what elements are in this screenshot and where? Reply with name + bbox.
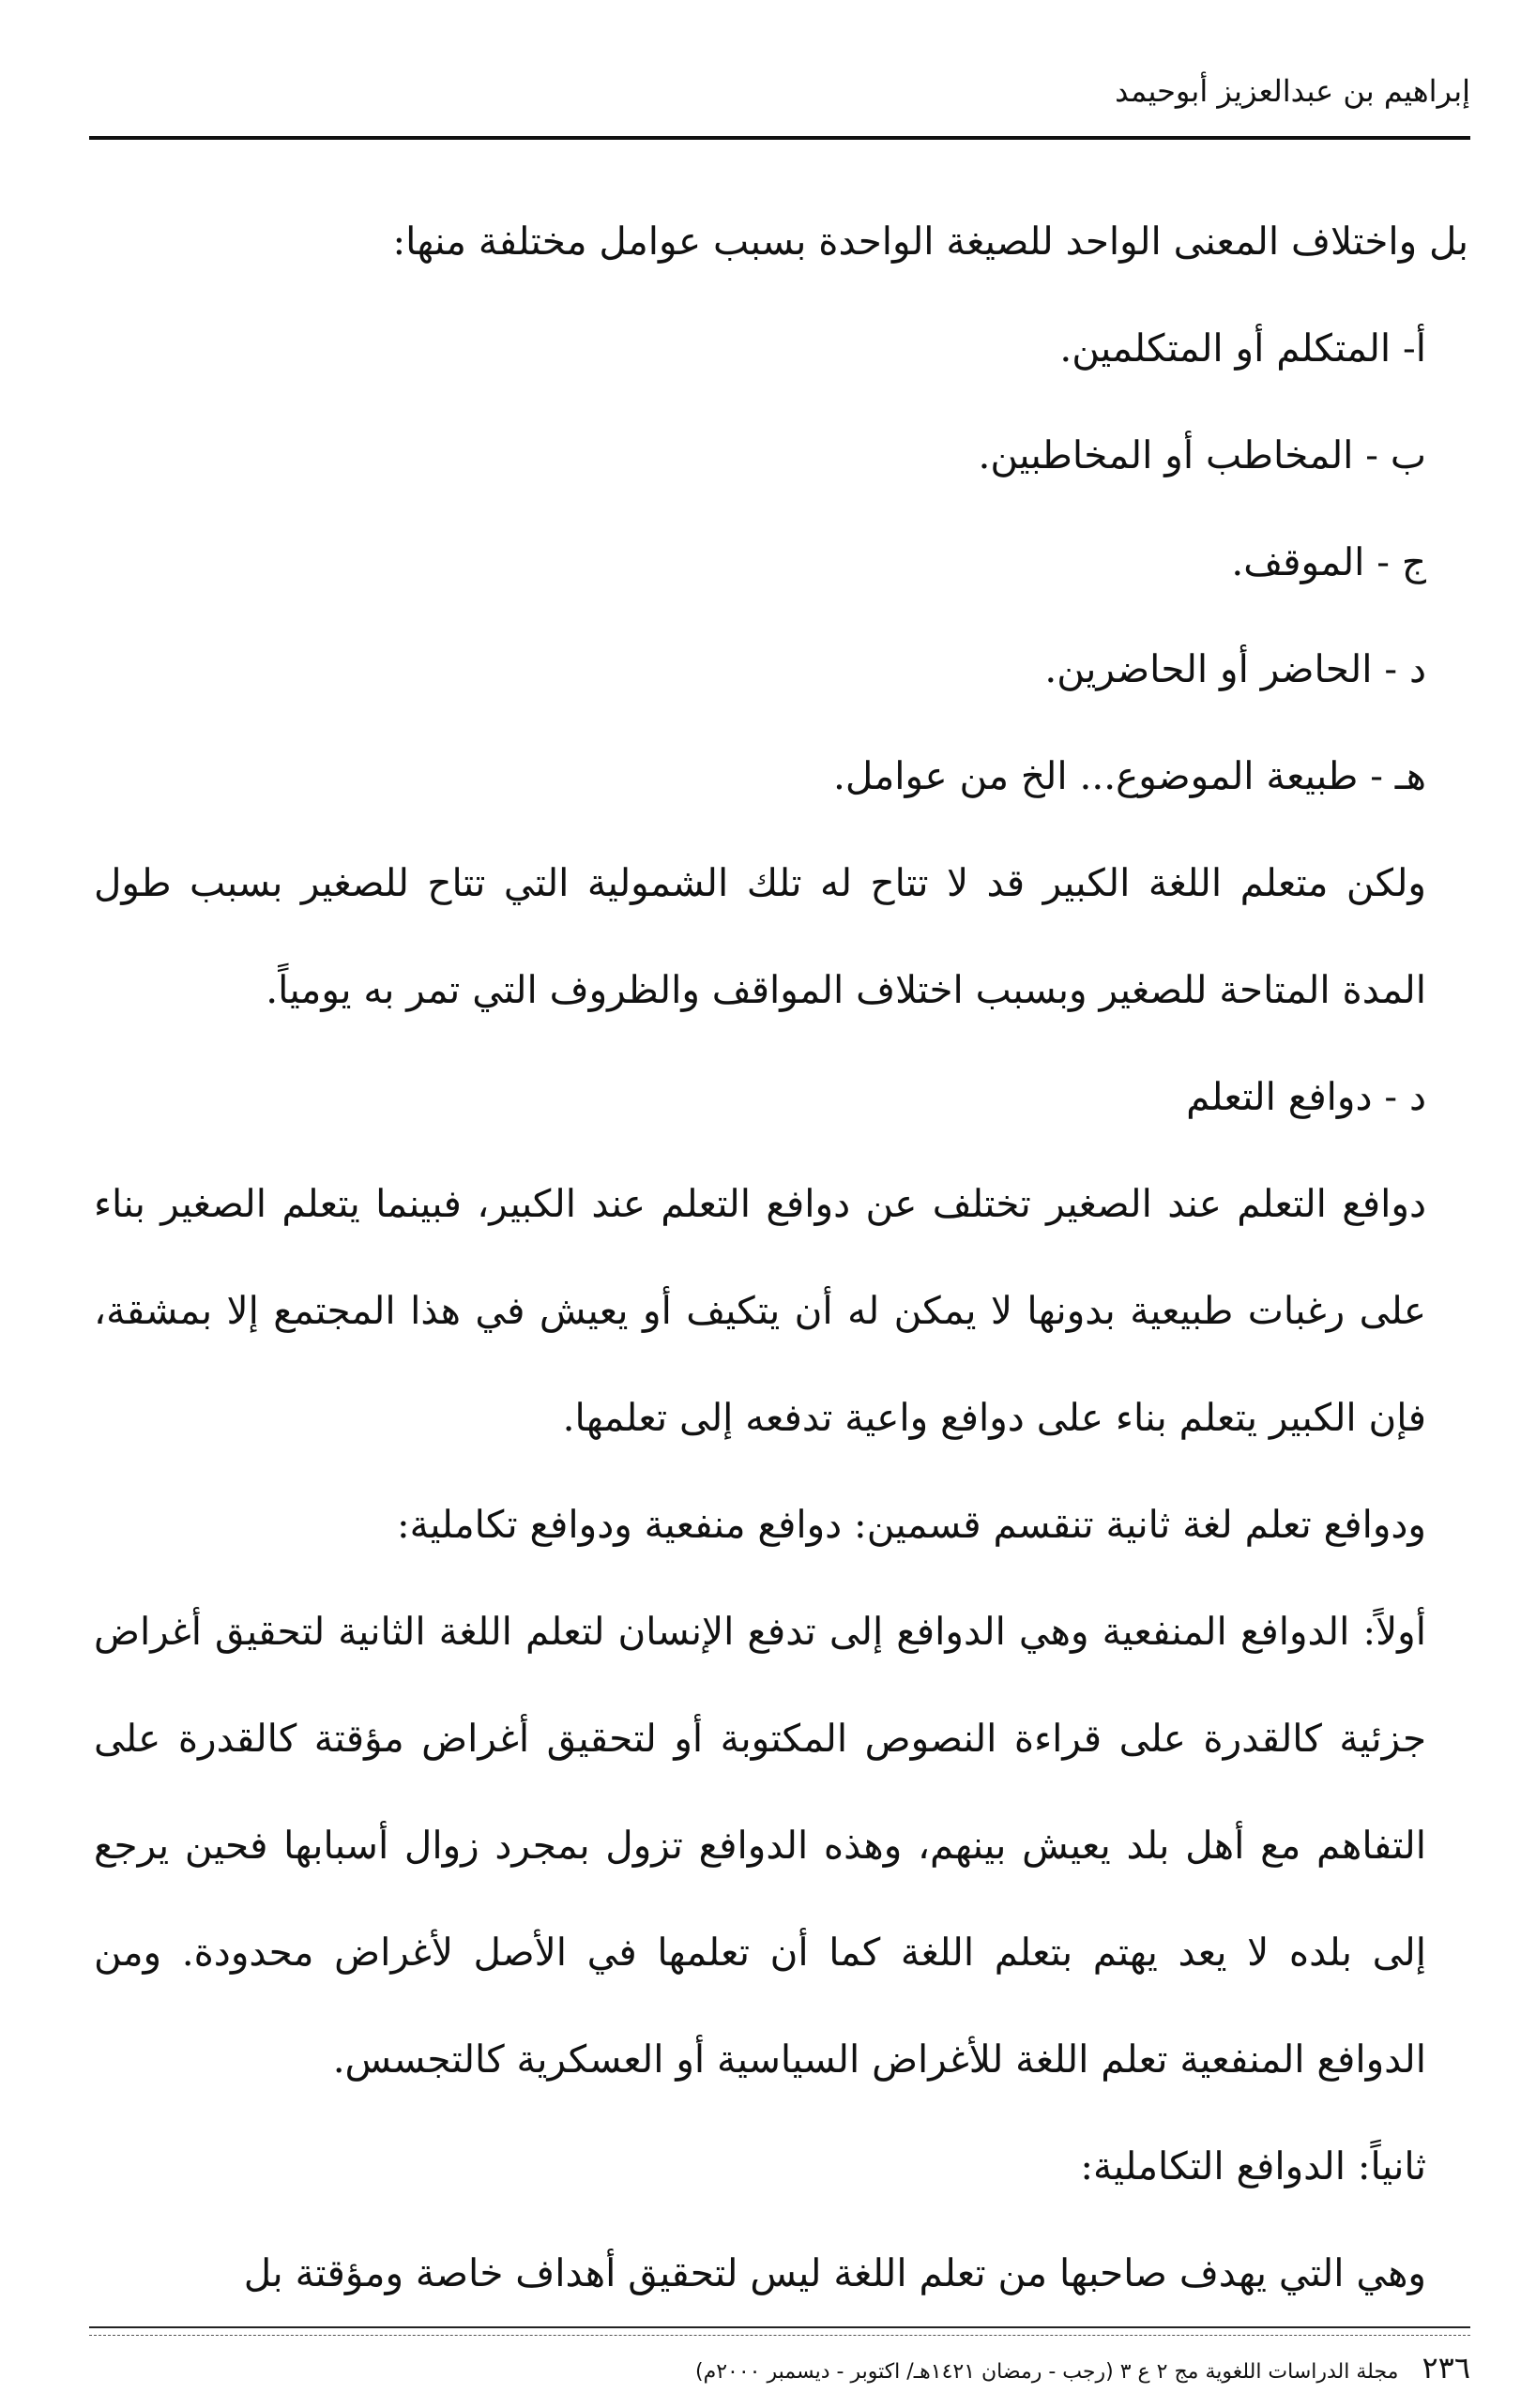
list-item: هـ - طبيعة الموضوع... الخ من عوامل. [833, 753, 1426, 798]
list-item: د - الحاضر أو الحاضرين. [1044, 646, 1426, 691]
paragraph-5: ثانياً: الدوافع التكاملية: [1080, 2143, 1426, 2188]
running-header-author: إبراهيم بن عبدالعزيز أبوحيمد [1115, 73, 1470, 109]
footer-rule [89, 2326, 1470, 2328]
paragraph-1: ولكن متعلم اللغة الكبير قد لا تتاح له تلك الشمولية التي تتاح للصغير بسبب طول المدة المتاحة للصغير وبسبب اختلاف المواقف والظروف التي تمر به يومياً. [94, 860, 1426, 1012]
header-rule [89, 136, 1470, 140]
footer-rule-dashed [89, 2335, 1470, 2336]
paragraph-2: دوافع التعلم عند الصغير تختلف عن دوافع التعلم عند الكبير، فبينما يتعلم الصغير بناء على رغبات طبيعية بدونها لا يمكن له أن يتكيف أو يعيش في هذا المجتمع إلا بمشقة، فإن الكبير يتعلم بناء على دوافع واعية تدفعه إلى تعلمها. [94, 1181, 1426, 1440]
list-item: ج - الموقف. [1231, 539, 1426, 584]
page-footer [695, 2350, 1470, 2385]
list-item: ب - المخاطب أو المخاطبين. [978, 432, 1426, 477]
page-number: ٢٣٦ [1422, 2350, 1470, 2385]
article-body [94, 188, 1468, 2326]
list-item: أ- المتكلم أو المتكلمين. [1059, 326, 1426, 371]
paragraph-4: أولاً: الدوافع المنفعية وهي الدوافع إلى تدفع الإنسان لتعلم اللغة الثانية لتحقيق أغراض جزئية كالقدرة على قراءة النصوص المكتوبة أو لتحقيق أغراض مؤقتة كالقدرة على التفاهم مع أهل بلد يعيش بينهم، وهذه الدوافع تزول بمجرد زوال أسبابها فحين يرجع إلى بلده لا يعد يهتم بتعلم اللغة كما أن تعلمها في الأصل لأغراض محدودة. ومن الدوافع المنفعية تعلم اللغة للأغراض السياسية أو العسكرية كالتجسس. [94, 1609, 1426, 2082]
section-heading-learning-motives: د - دوافع التعلم [1186, 1074, 1426, 1119]
paragraph-6: وهي التي يهدف صاحبها من تعلم اللغة ليس لتحقيق أهداف خاصة ومؤقتة بل [243, 2250, 1426, 2295]
paragraph-3: ودوافع تعلم لغة ثانية تنقسم قسمين: دوافع منفعية ودوافع تكاملية: [396, 1502, 1426, 1547]
intro-paragraph: بل واختلاف المعنى الواحد للصيغة الواحدة بسبب عوامل مختلفة منها: [392, 219, 1468, 264]
journal-citation: مجلة الدراسات اللغوية مج ٢ ع ٣ (رجب - رمضان ١٤٢١هـ/ اكتوبر - ديسمبر ٢٠٠٠م) [695, 2360, 1399, 2384]
